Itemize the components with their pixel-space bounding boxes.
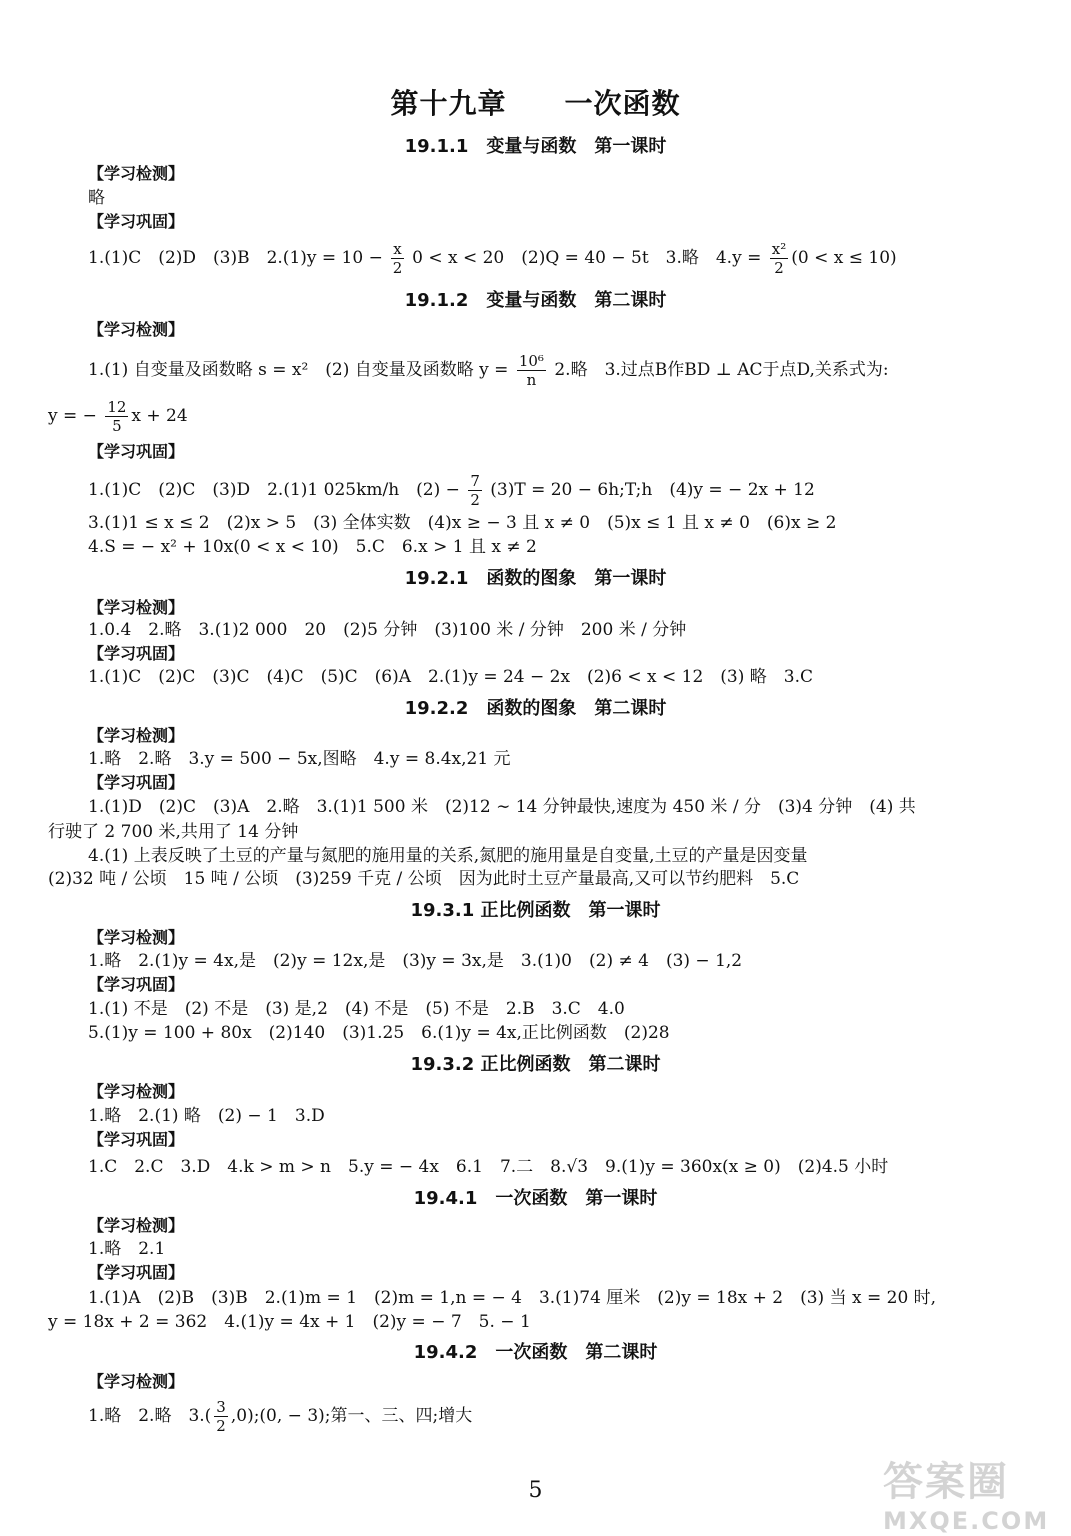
answer-line: 1.(1)C (2)C (3)C (4)C (5)C (6)A 2.(1)y = 24 − 2x (2)6 < x < 12 (3) 略 3.C [88,667,813,687]
fraction [391,240,403,277]
fraction [517,352,546,389]
answer-line [88,1398,1011,1435]
answer-line: 5.(1)y = 100 + 80x (2)140 (3)1.25 6.(1)y = 4x,正比例函数 (2)28 [88,1023,670,1043]
answer-text: 1.略 2.略 3.( [88,1406,212,1426]
section-heading-19-4-1: 19.4.1 一次函数 第一课时 [413,1188,658,1209]
section-heading-19-3-1: 19.3.1 正比例函数 第一课时 [410,900,661,921]
denominator: 2 [774,259,784,277]
fraction [770,240,788,277]
answer-line [88,472,1011,509]
label-consolidate: 【学习巩固】 [88,644,185,663]
section-heading-19-4-2: 19.4.2 一次函数 第二课时 [413,1342,658,1363]
label-check: 【学习检测】 [88,598,185,617]
label-consolidate: 【学习巩固】 [88,773,185,792]
answer-text: 1.(1) 自变量及函数略 s = x² (2) 自变量及函数略 y = [88,360,509,380]
denominator: 2 [470,491,480,509]
answer-line: 1.(1)D (2)C (3)A 2.略 3.(1)1 500 米 (2)12 ∼ 14 分钟最快,速度为 450 米 / 分 (3)4 分钟 (4) 共 [88,797,916,817]
label-check: 【学习检测】 [88,1372,185,1391]
section-heading-19-1-2: 19.1.2 变量与函数 第二课时 [404,290,667,311]
section-heading-19-2-1: 19.2.1 函数的图象 第一课时 [404,568,667,589]
answer-text: 2.略 3.过点B作BD ⊥ AC于点D,关系式为: [554,360,889,380]
label-check: 【学习检测】 [88,164,185,183]
answer-line [88,352,1011,389]
answer-line: (2)32 吨 / 公顷 15 吨 / 公顷 (3)259 千克 / 公顷 因为此时土豆产量最高,又可以节约肥料 5.C [48,869,800,889]
answer-text: (0 < x ≤ 10) [791,248,897,268]
label-check: 【学习检测】 [88,1082,185,1101]
section-heading-19-3-2: 19.3.2 正比例函数 第二课时 [410,1054,661,1075]
fraction [105,398,128,435]
answer-line: 1.略 2.(1)y = 4x,是 (2)y = 12x,是 (3)y = 3x,是 3.(1)0 (2) ≠ 4 (3) − 1,2 [88,951,743,971]
answer-line: 1.0.4 2.略 3.(1)2 000 20 (2)5 分钟 (3)100 米 / 分钟 200 米 / 分钟 [88,620,687,640]
check-answer: 略 [88,188,105,208]
answer-line: 行驶了 2 700 米,共用了 14 分钟 [48,822,299,842]
answer-line: 3.(1)1 ≤ x ≤ 2 (2)x > 5 (3) 全体实数 (4)x ≥ − 3 且 x ≠ 0 (5)x ≤ 1 且 x ≠ 0 (6)x ≥ 2 [88,513,837,533]
answer-text: (3)T = 20 − 6h;T;h (4)y = − 2x + 12 [490,480,815,500]
answer-line: 1.略 2.(1) 略 (2) − 1 3.D [88,1106,325,1126]
label-check: 【学习检测】 [88,726,185,745]
answer-text: 0 < x < 20 (2)Q = 40 − 5t 3.略 4.y = [412,248,762,268]
answer-line: 1.(1) 不是 (2) 不是 (3) 是,2 (4) 不是 (5) 不是 2.B 3.C 4.0 [88,999,625,1019]
watermark-logo [883,1450,1053,1535]
label-consolidate: 【学习巩固】 [88,442,185,461]
label-consolidate: 【学习巩固】 [88,212,185,231]
fraction [214,1398,228,1435]
numerator: x² [771,240,787,258]
answer-text: x + 24 [131,406,188,426]
answer-line: y = 18x + 2 = 362 4.(1)y = 4x + 1 (2)y = − 7 5. − 1 [48,1312,531,1332]
numerator: 12 [107,398,127,416]
answer-line [88,240,1011,277]
numerator: 3 [216,1398,226,1416]
fraction [468,472,482,509]
answer-line: 1.(1)A (2)B (3)B 2.(1)m = 1 (2)m = 1,n = − 4 3.(1)74 厘米 (2)y = 18x + 2 (3) 当 x = 20 时, [88,1288,937,1308]
label-consolidate: 【学习巩固】 [88,1130,185,1149]
answer-line: 1.C 2.C 3.D 4.k > m > n 5.y = − 4x 6.1 7.二 8.√3 9.(1)y = 360x(x ≥ 0) (2)4.5 小时 [88,1157,889,1177]
denominator: 5 [112,417,122,435]
page-number: 5 [528,1478,543,1503]
answer-text: 1.(1)C (2)D (3)B 2.(1)y = 10 − [88,248,383,268]
section-heading-19-1-1: 19.1.1 变量与函数 第一课时 [404,136,667,157]
answer-line: 1.略 2.1 [88,1239,166,1259]
label-check: 【学习检测】 [88,320,185,339]
watermark-url: MXQE.COM [883,1507,1050,1535]
numerator: 7 [470,472,480,490]
denominator: 2 [392,259,403,277]
denominator: 2 [216,1417,226,1435]
label-consolidate: 【学习巩固】 [88,1263,185,1282]
chapter-title: 第十九章 一次函数 [390,87,681,120]
answer-line: 4.S = − x² + 10x(0 < x < 10) 5.C 6.x > 1 且 x ≠ 2 [88,537,537,557]
label-consolidate: 【学习巩固】 [88,975,185,994]
answer-text: ,0);(0, − 3);第一、三、四;增大 [230,1406,473,1426]
numerator: x [393,240,402,258]
section-heading-19-2-2: 19.2.2 函数的图象 第二课时 [404,698,667,719]
label-check: 【学习检测】 [88,928,185,947]
label-check: 【学习检测】 [88,1216,185,1235]
answer-text: 1.(1)C (2)C (3)D 2.(1)1 025km/h (2) − [88,480,460,500]
numerator: 10⁶ [518,352,544,370]
answer-text: y = − [48,406,97,426]
answer-line: 4.(1) 上表反映了土豆的产量与氮肥的施用量的关系,氮肥的施用量是自变量,土豆的产量是因变量 [88,846,808,866]
answer-line: 1.略 2.略 3.y = 500 − 5x,图略 4.y = 8.4x,21 元 [88,749,511,769]
answer-line [48,398,1011,435]
watermark-text: 答案圈 [883,1459,1009,1505]
denominator: n [526,371,537,389]
